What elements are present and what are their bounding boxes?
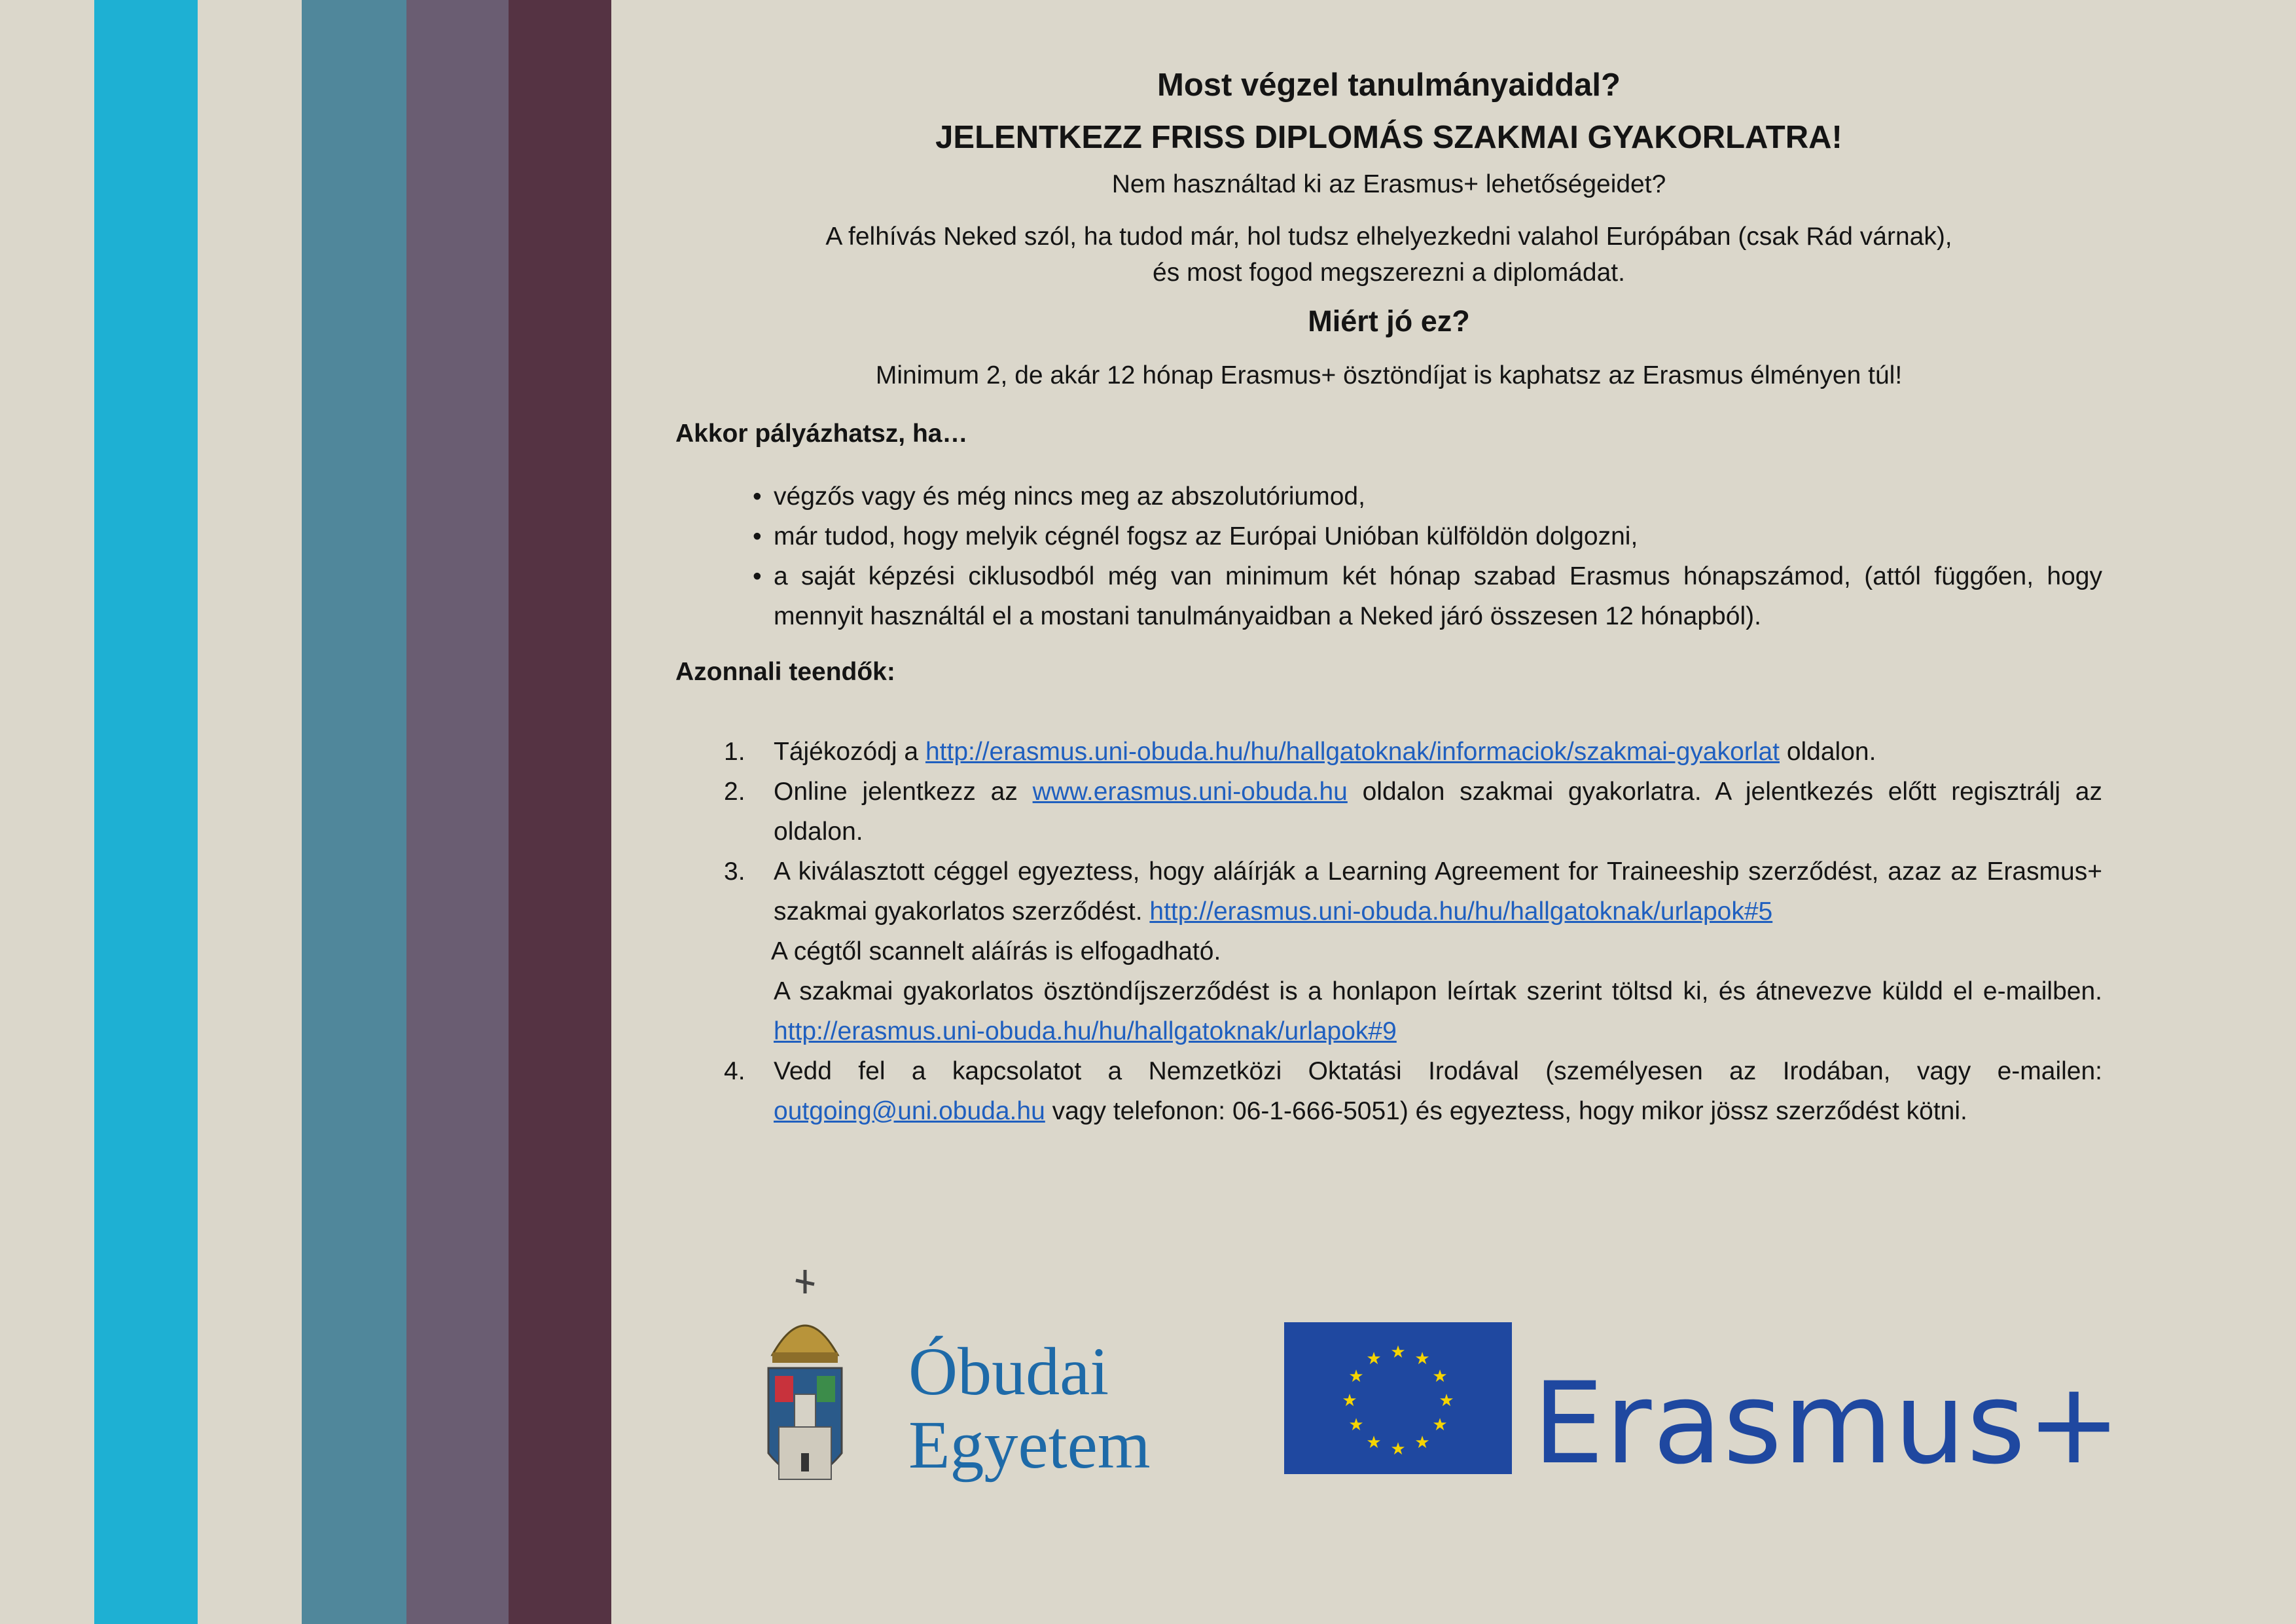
svg-text:★: ★ [1342,1391,1357,1411]
flyer-content [675,59,2102,1131]
list-item: • a saját képzési ciklusodból még van minimum két hónap szabad Erasmus hónapszámod, (attól függően, hogy mennyit használtál el a mostani tanulmányaidban a Neked járó összesen 12 hónapból). [675,556,2102,636]
why-text: Minimum 2, de akár 12 hónap Erasmus+ ösztöndíjat is kaphatsz az Erasmus élményen túl! [875,361,1903,389]
learning-agreement-form-link[interactable]: http://erasmus.uni-obuda.hu/hu/hallgatoknak/urlapok#5 [1149,897,1773,926]
email-link[interactable]: outgoing@uni.obuda.hu [774,1097,1045,1125]
intro-line-2: és most fogod megszerezni a diplomádat. [1153,259,1625,287]
svg-text:★: ★ [1439,1391,1454,1411]
headline: JELENTKEZZ FRISS DIPLOMÁS SZAKMAI GYAKORLATRA! [935,120,1842,155]
svg-text:★: ★ [1390,1343,1406,1362]
step-item: 1. Tájékozódj a http://erasmus.uni-obuda.hu/hu/hallgatoknak/informaciok/szakmai-gyakorlat oldalon. [724,738,1876,766]
svg-text:★: ★ [1414,1349,1430,1369]
decorative-stripe-teal [302,0,406,1624]
decorative-stripe-plum [509,0,611,1624]
svg-text:★: ★ [1414,1433,1430,1453]
obuda-wordmark: Óbudai Egyetem [908,1334,1151,1483]
eligibility-list [675,477,2102,636]
info-page-link[interactable]: http://erasmus.uni-obuda.hu/hu/hallgatoknak/informaciok/szakmai-gyakorlat [925,738,1780,766]
steps-list [675,732,2102,1131]
bullet-icon: • [753,482,762,511]
subquestion: Nem használtad ki az Erasmus+ lehetőségeidet? [1111,170,1666,198]
step-item: 4. Vedd fel a kapcsolatot a Nemzetközi Oktatási Irodával (személyesen az Irodában, vagy e-mailen: outgoing@uni.obuda.hu vagy telefonon: 06-1-666-5051) és egyeztess, hogy mikor jössz szerződést kötni. [724,1057,2102,1125]
step-item: 3. A kiválasztott céggel egyeztess, hogy aláírják a Learning Agreement for Traineeship szerződést, azaz az Erasmus+ szakmai gyakorlatos szerződést. http://erasmus.uni-obuda.hu/hu/hallgatoknak/urlapok#5 A cégtől scannelt aláírás is elfogadható. A szakmai gyakorlatos ösztöndíjszerződést is a honlapon leírtak szerint töltsd ki, és átnevezve küldd el e-mailben. http://erasmus.uni-obuda.hu/hu/hallgatoknak/urlapok#9 [724,857,2102,1045]
obuda-crest-icon [766,1270,844,1506]
svg-text:★: ★ [1366,1433,1382,1453]
step-item: 2. Online jelentkezz az www.erasmus.uni-obuda.hu oldalon szakmai gyakorlatra. A jelentkezés előtt regisztrálj az oldalon. [724,778,2102,846]
decorative-stripe-cyan [94,0,198,1624]
eu-flag-icon [1284,1322,1512,1474]
grant-agreement-form-link[interactable]: http://erasmus.uni-obuda.hu/hu/hallgatoknak/urlapok#9 [774,1017,1397,1045]
erasmus-plus-wordmark: Erasmus+ [1533,1358,2123,1489]
footer-logos [766,1270,2123,1519]
question-heading: Most végzel tanulmányaiddal? [1157,67,1621,103]
svg-text:★: ★ [1390,1439,1406,1459]
bullet-icon: • [753,562,762,590]
intro-line-1: A felhívás Neked szól, ha tudod már, hol tudsz elhelyezkedni valahol Európában (csak Rád várnak), [825,223,1952,251]
steps-heading: Azonnali teendők: [675,658,895,686]
bullet-icon: • [753,522,762,550]
eligibility-heading: Akkor pályázhatsz, ha… [675,420,968,448]
list-item: • végzős vagy és még nincs meg az abszolutóriumod, [675,477,2102,516]
decorative-stripe-mauve [406,0,509,1624]
svg-text:★: ★ [1348,1415,1364,1435]
application-site-link[interactable]: www.erasmus.uni-obuda.hu [1032,778,1348,806]
svg-text:★: ★ [1432,1367,1448,1386]
svg-text:★: ★ [1432,1415,1448,1435]
why-heading: Miért jó ez? [1308,304,1470,338]
svg-text:★: ★ [1366,1349,1382,1369]
svg-text:★: ★ [1348,1367,1364,1386]
list-item: • már tudod, hogy melyik cégnél fogsz az Európai Unióban külföldön dolgozni, [675,516,2102,556]
